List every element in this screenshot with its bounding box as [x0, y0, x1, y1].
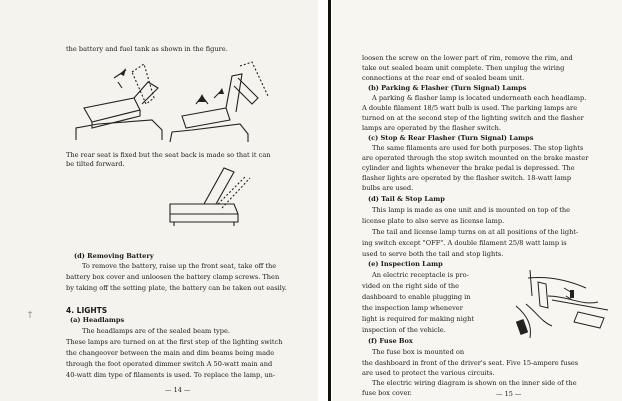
- fuse-line-4: The electric wiring diagram is shown on the inner side of the: [372, 379, 577, 387]
- headlamps-line-1: The headlamps are of the sealed beam type.: [82, 327, 230, 335]
- page-number-left: — 14 —: [165, 386, 191, 394]
- intro-text: the battery and fuel tank as shown in the figure.: [66, 45, 228, 53]
- fuse-line-5: fuse box cover.: [362, 389, 412, 397]
- seat-text-line-1: The rear seat is fixed but the seat back is made so that it can: [66, 151, 271, 159]
- battery-heading: (d) Removing Battery: [74, 252, 154, 260]
- tail-line-1: This lamp is made as one unit and is mounted on top of the: [372, 206, 571, 214]
- inspection-lamp-heading: (e) Inspection Lamp: [368, 260, 443, 268]
- stop-line-2: are operated through the stop switch mounted on the brake master: [362, 154, 589, 162]
- parking-line-2: A double filament 18/5 watt bulb is used. The parking lamps are: [362, 104, 578, 112]
- right-page: [332, 0, 622, 401]
- inspection-lamp-figure: [508, 266, 614, 348]
- tail-line-2: license plate to also serve as license lamp.: [362, 217, 505, 225]
- stop-line-1: The same filaments are used for both purposes. The stop lights: [372, 144, 584, 152]
- margin-mark-icon: †: [28, 310, 32, 319]
- inspection-line-3: dashboard to enable plugging in: [362, 293, 471, 301]
- page-number-right: — 15 —: [496, 390, 522, 398]
- tail-line-3: The tail and license lamp turns on at all positions of the light-: [372, 228, 579, 236]
- stop-line-4: flasher lights are operated by the flasher switch. 18-watt lamp: [362, 174, 572, 182]
- fuse-line-1: The fuse box is mounted on: [372, 348, 465, 356]
- stop-line-5: bulbs are used.: [362, 184, 414, 192]
- parking-line-4: lamps are operated by the flasher switch.: [362, 124, 501, 132]
- stop-lamps-heading: (c) Stop & Rear Flasher (Turn Signal) Lamps: [368, 134, 534, 142]
- headlamps-line-3: the changeover between the main and dim beams being made: [66, 349, 275, 357]
- fuse-box-heading: (f) Fuse Box: [368, 337, 413, 345]
- stop-line-3: cylinder and lights whenever the brake pedal is depressed. The: [362, 164, 575, 172]
- fuse-line-3: are used to protect the various circuits.: [362, 369, 495, 377]
- headlamps-line-4: through the foot operated dimmer switch A 50-watt main and: [66, 360, 273, 368]
- tail-line-4: ing switch except "OFF". A double filament 25/8 watt lamp is: [362, 239, 567, 247]
- parking-line-1: A parking & flasher lamp is located underneath each headlamp.: [372, 94, 587, 102]
- headlamps-line-2: These lamps are turned on at the first step of the lighting switch: [66, 338, 283, 346]
- fuse-line-2: the dashboard in front of the driver's seat. Five 15-ampere fuses: [362, 359, 579, 367]
- parking-line-3: turned on at the second step of the lighting switch and the flasher: [362, 114, 584, 122]
- headlamps-line-5: 40-watt dim type of filaments is used. To replace the lamp, un-: [66, 371, 276, 379]
- spine-shadow: [328, 0, 331, 401]
- battery-line-1: To remove the battery, raise up the front seat, take off the: [82, 262, 277, 270]
- rear-seat-figure: [164, 164, 264, 236]
- inspection-line-6: inspection of the vehicle.: [362, 326, 446, 334]
- r-line-2: take out sealed beam unit complete. Then unplug the wiring: [362, 64, 565, 72]
- seat-text-line-2: be tilted forward.: [66, 160, 125, 168]
- lights-heading: 4. LIGHTS: [66, 306, 108, 315]
- parking-lamps-heading: (b) Parking & Flasher (Turn Signal) Lamps: [368, 84, 527, 92]
- inspection-line-1: An electric receptacle is pro-: [372, 271, 469, 279]
- tail-lamp-heading: (d) Tail & Stop Lamp: [368, 195, 445, 203]
- battery-line-3: by taking off the setting plate, the battery can be taken out easily.: [66, 284, 287, 292]
- tail-line-5: used to serve both the tail and stop lights.: [362, 250, 504, 258]
- battery-line-2: battery box cover and unloosen the battery clamp screws. Then: [66, 273, 280, 281]
- r-line-3: connections at the rear end of sealed beam unit.: [362, 74, 525, 82]
- r-line-1: loosen the screw on the lower part of rim, remove the rim, and: [362, 54, 573, 62]
- inspection-line-4: the inspection lamp whenever: [362, 304, 463, 312]
- inspection-line-2: vided on the right side of the: [362, 282, 459, 290]
- headlamps-heading: (a) Headlamps: [70, 316, 125, 324]
- inspection-line-5: light is required for making night: [362, 315, 475, 323]
- seat-tilt-figure: [62, 58, 272, 144]
